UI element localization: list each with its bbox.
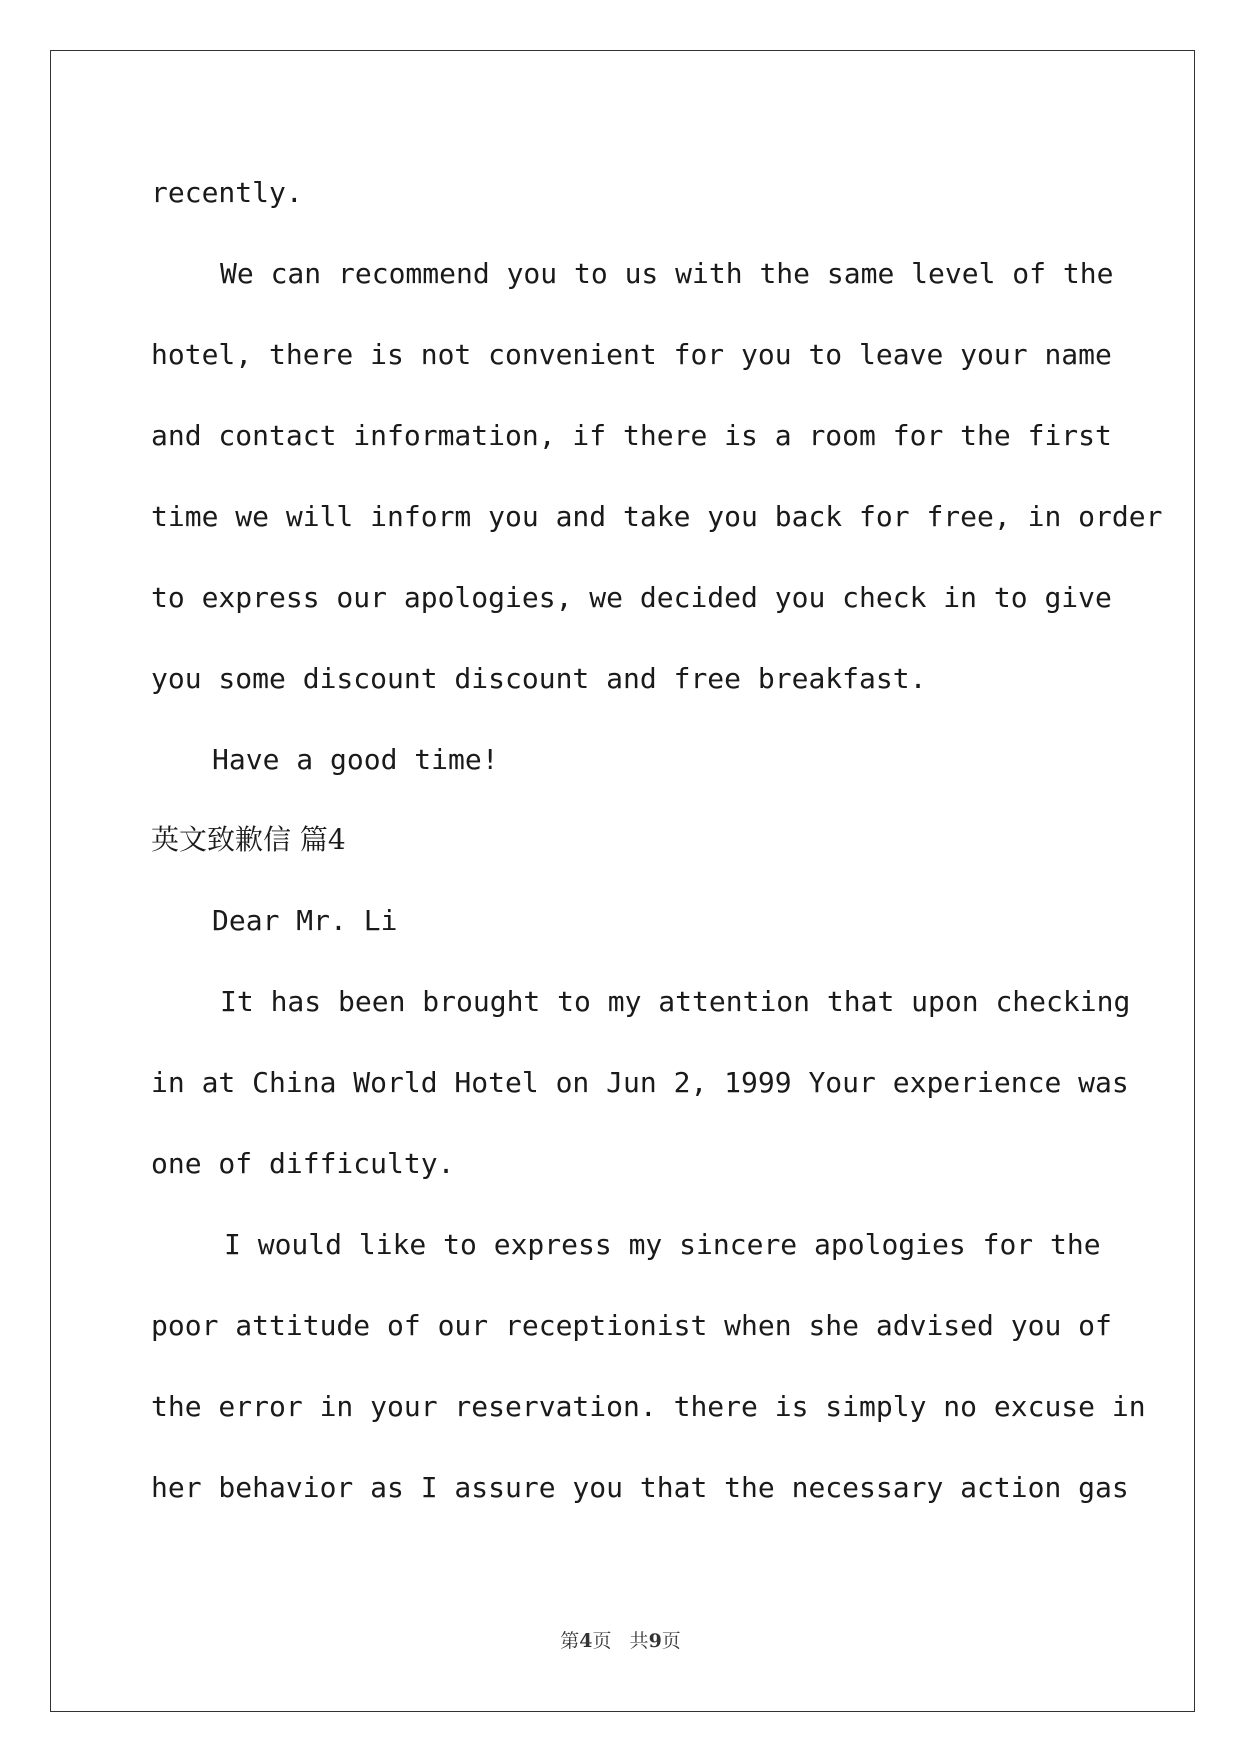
footer-prefix: 第 xyxy=(560,1630,580,1652)
section-heading: 英文致歉信 篇4 xyxy=(151,823,346,856)
text-line-15: poor attitude of our receptionist when she advised you of xyxy=(151,1309,1112,1342)
current-page-number: 4 xyxy=(579,1630,593,1652)
page-border xyxy=(50,50,1195,1712)
text-line-7: you some discount discount and free breakfast. xyxy=(151,662,927,695)
page-footer xyxy=(0,1626,1241,1653)
text-line-5: time we will inform you and take you back for free, in order xyxy=(151,500,1163,533)
salutation: Dear Mr. Li xyxy=(212,904,398,937)
text-line-16: the error in your reservation. there is simply no excuse in xyxy=(151,1390,1146,1423)
text-line-13: one of difficulty. xyxy=(151,1147,455,1180)
text-line-11: It has been brought to my attention that upon checking xyxy=(220,985,1131,1018)
text-line-6: to express our apologies, we decided you check in to give xyxy=(151,581,1112,614)
text-line-4: and contact information, if there is a room for the first xyxy=(151,419,1112,452)
text-line-12: in at China World Hotel on Jun 2, 1999 Your experience was xyxy=(151,1066,1129,1099)
text-line-1: recently. xyxy=(151,176,303,209)
text-line-17: her behavior as I assure you that the necessary action gas xyxy=(151,1471,1129,1504)
footer-suffix: 页 xyxy=(661,1630,681,1652)
text-line-2: We can recommend you to us with the same level of the xyxy=(220,257,1114,290)
closing-line: Have a good time! xyxy=(212,743,499,776)
text-line-14: I would like to express my sincere apologies for the xyxy=(224,1228,1101,1261)
footer-middle: 页 共 xyxy=(592,1630,649,1652)
total-pages-number: 9 xyxy=(648,1630,662,1652)
text-line-3: hotel, there is not convenient for you to leave your name xyxy=(151,338,1112,371)
